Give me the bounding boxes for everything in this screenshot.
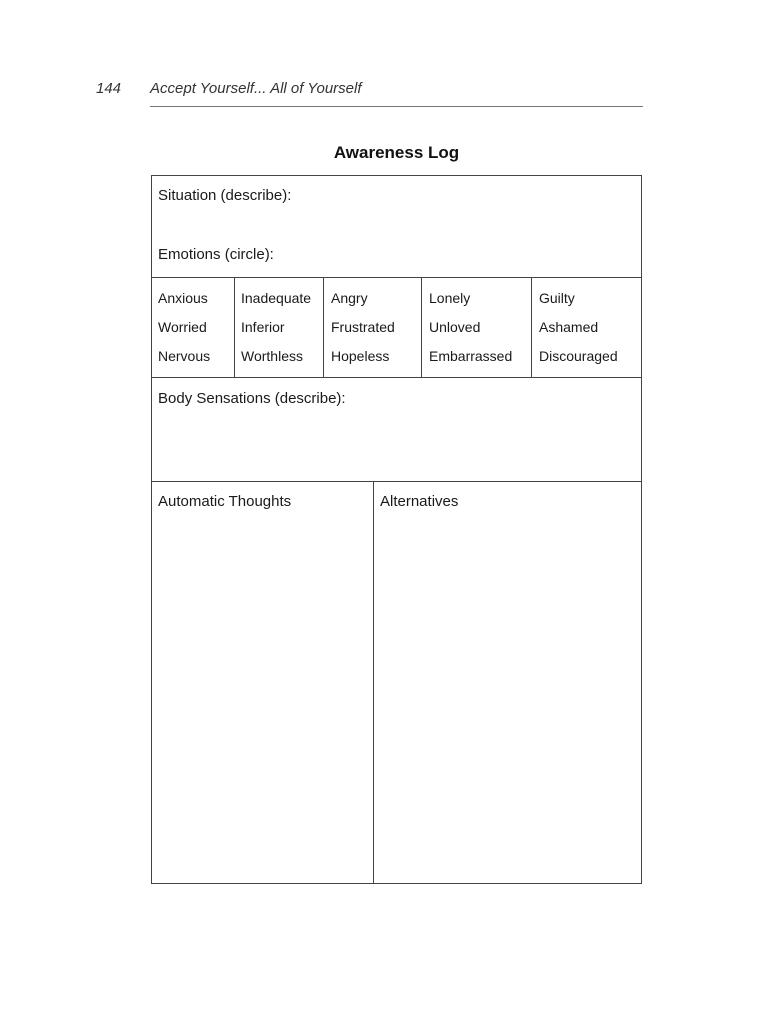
emotion-word[interactable]: Inadequate <box>241 290 312 306</box>
emotion-grid-divider <box>234 277 235 377</box>
emotion-word[interactable]: Guilty <box>539 290 575 306</box>
thoughts-alternatives-divider <box>373 481 374 883</box>
divider-body-sensations-top <box>152 377 641 378</box>
emotion-word[interactable]: Unloved <box>429 319 481 335</box>
emotion-word[interactable]: Embarrassed <box>429 348 513 364</box>
emotion-word[interactable]: Ashamed <box>539 319 599 335</box>
emotion-word[interactable]: Angry <box>331 290 368 306</box>
header-rule <box>150 106 643 107</box>
emotion-word[interactable]: Nervous <box>158 348 211 364</box>
emotion-grid-divider <box>531 277 532 377</box>
emotion-word[interactable]: Frustrated <box>331 319 395 335</box>
awareness-log-form <box>151 175 642 884</box>
emotion-word[interactable]: Worthless <box>241 348 303 364</box>
form-title: Awareness Log <box>333 143 460 162</box>
emotion-word[interactable]: Inferior <box>241 319 285 335</box>
emotion-word[interactable]: Worried <box>158 319 207 335</box>
divider-thoughts-top <box>152 481 641 482</box>
book-title: Accept Yourself... All of Yourself <box>150 80 362 97</box>
automatic-thoughts-label: Automatic Thoughts <box>158 493 292 510</box>
emotion-word[interactable]: Discouraged <box>539 348 618 364</box>
emotion-grid-divider <box>421 277 422 377</box>
divider-emotions-grid-top <box>152 277 641 278</box>
emotion-word[interactable]: Hopeless <box>331 348 390 364</box>
alternatives-label: Alternatives <box>380 493 459 510</box>
emotion-word[interactable]: Lonely <box>429 290 471 306</box>
page-number: 144 <box>96 80 122 97</box>
situation-label: Situation (describe): <box>158 187 292 204</box>
emotion-word[interactable]: Anxious <box>158 290 208 306</box>
emotion-grid-divider <box>323 277 324 377</box>
body-sensations-label: Body Sensations (describe): <box>158 390 346 407</box>
emotions-label: Emotions (circle): <box>158 246 274 263</box>
